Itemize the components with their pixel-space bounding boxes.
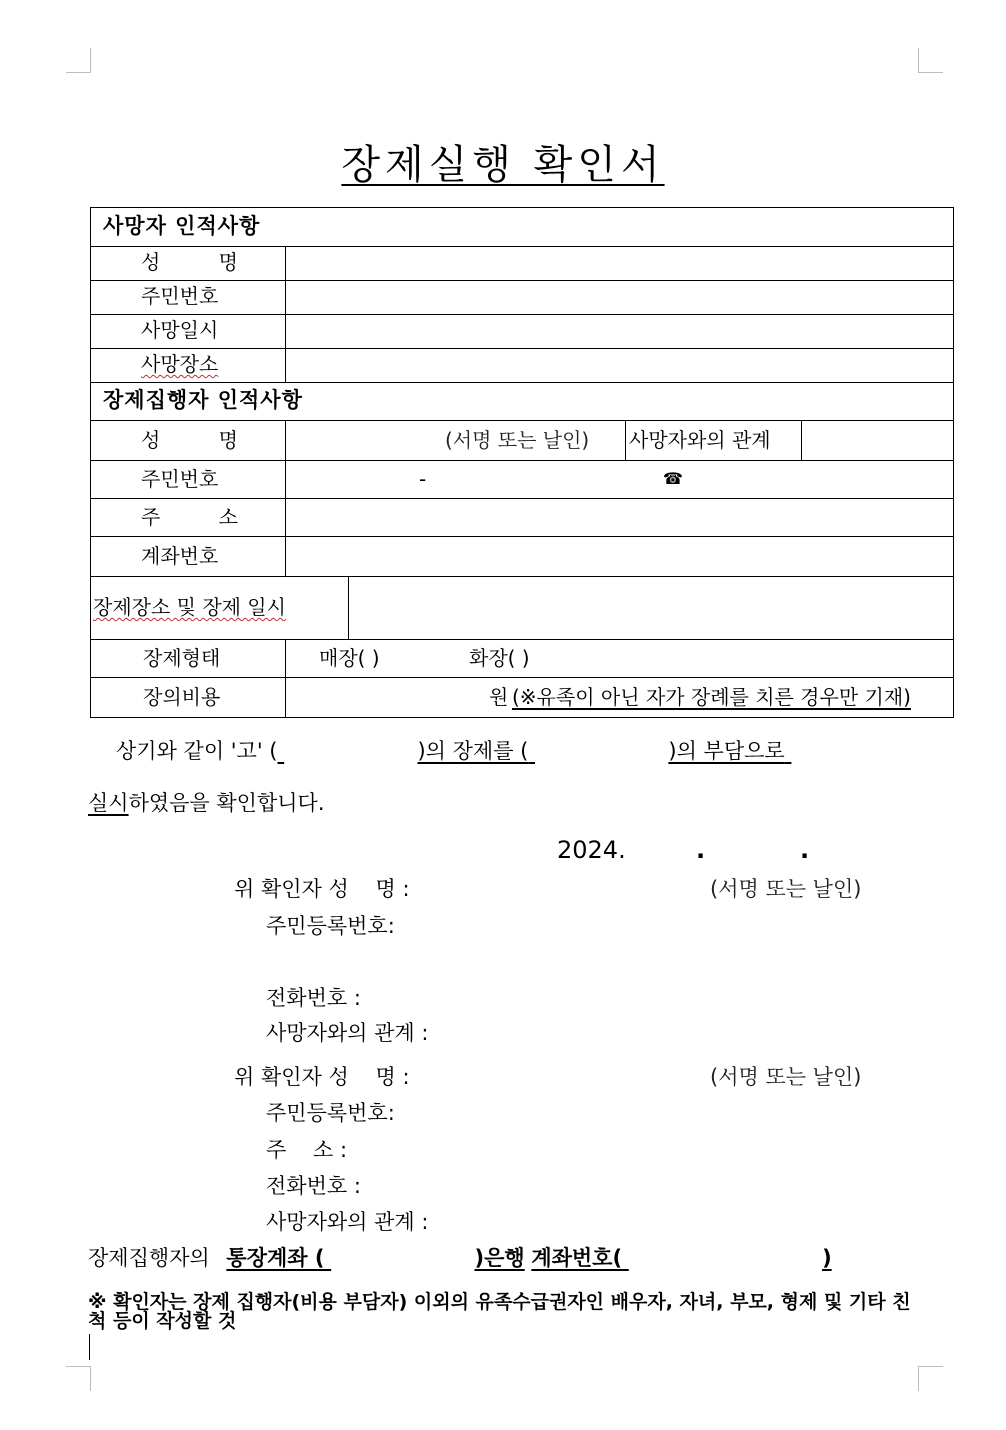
funeral-place-date-label: 장제장소 및 장제 일시	[93, 595, 286, 619]
death-place-field[interactable]	[291, 352, 947, 378]
confirmer2-phone-label: 전화번호 :	[266, 1174, 361, 1198]
executor-account-field[interactable]	[291, 540, 947, 572]
executor-relation-field[interactable]	[807, 424, 947, 456]
death-date-label: 사망일시	[141, 318, 219, 342]
cost-unit: 원	[489, 685, 509, 709]
executor-id-label: 주민번호	[141, 467, 219, 491]
executor-address-label: 주 소	[141, 505, 264, 529]
confirmer1-id-label: 주민등록번호:	[266, 914, 395, 938]
statement-part-b: )의 장제를 (	[417, 739, 529, 763]
confirmer2-id-label: 주민등록번호:	[266, 1101, 395, 1125]
date-dot-month: .	[696, 836, 706, 864]
funeral-place-date-field[interactable]	[355, 580, 947, 635]
confirmer1-name-label: 위 확인자 성 명 :	[234, 877, 410, 901]
deceased-id-field[interactable]	[291, 284, 947, 310]
statement-word-silsi: 실시	[88, 791, 129, 815]
footnote: ※ 확인자는 장제 집행자(비용 부담자) 이외의 유족수급권자인 배우자, 자녀, 부모, 형제 및 기타 친척 등이 작성할 것	[88, 1291, 911, 1332]
executor-id-separator: -	[419, 467, 427, 491]
deceased-name-blank[interactable]	[277, 738, 417, 764]
death-date-field[interactable]	[291, 318, 947, 344]
account-line-prefix: 장제집행자의	[88, 1246, 210, 1270]
account-close: )	[822, 1246, 832, 1270]
text-cursor	[89, 1334, 90, 1360]
bank-account-label: 통장계좌 (	[226, 1246, 325, 1270]
confirmer2-name-label: 위 확인자 성 명 :	[234, 1065, 410, 1089]
burial-option[interactable]: 매장( )	[319, 646, 380, 670]
funeral-cost-label: 장의비용	[143, 685, 221, 709]
account-number-blank[interactable]	[622, 1245, 822, 1271]
bank-name-blank[interactable]	[324, 1245, 474, 1271]
page-corner-mark	[918, 48, 943, 73]
executor-section-header: 장제집행자 인적사항	[103, 388, 303, 412]
deceased-name-field[interactable]	[291, 250, 947, 276]
confirmer1-relation-label: 사망자와의 관계 :	[266, 1021, 429, 1045]
bank-suffix: )은행	[474, 1246, 525, 1270]
deceased-name-label: 성 명	[141, 250, 264, 274]
executor-id-field[interactable]	[291, 464, 947, 494]
executor-account-label: 계좌번호	[141, 544, 219, 568]
death-place-label: 사망장소	[141, 352, 219, 376]
executor-address-field[interactable]	[291, 502, 947, 532]
executor-account-line	[88, 1245, 832, 1271]
date-year: 2024.	[557, 836, 626, 864]
confirmer2-sign-note: (서명 또는 날인)	[710, 1065, 862, 1089]
phone-icon: ☎	[663, 469, 683, 488]
document-title: 장제실행 확인서	[341, 142, 665, 188]
funeral-type-label: 장제형태	[143, 646, 221, 670]
confirmer1-phone-label: 전화번호 :	[266, 986, 361, 1010]
deceased-id-label: 주민번호	[141, 284, 219, 308]
deceased-section-header: 사망자 인적사항	[103, 214, 261, 238]
executor-relation-label: 사망자와의 관계	[629, 428, 771, 452]
statement-confirm-text: 하였음을 확인합니다.	[128, 791, 325, 815]
statement-line-1	[116, 738, 799, 764]
form-table	[90, 207, 954, 718]
page-corner-mark	[918, 1366, 943, 1391]
executor-name-label: 성 명	[141, 428, 264, 452]
page-corner-mark	[66, 1366, 91, 1391]
statement-line-2	[88, 790, 325, 816]
account-number-label: 계좌번호(	[531, 1246, 623, 1270]
cremation-option[interactable]: 화장( )	[469, 646, 530, 670]
funeral-cost-field[interactable]	[291, 682, 487, 712]
confirmer1-sign-note: (서명 또는 날인)	[710, 877, 862, 901]
statement-part-c: )의 부담으로	[668, 739, 785, 763]
executor-sign-note: (서명 또는 날인)	[445, 428, 590, 452]
page-corner-mark	[66, 48, 91, 73]
statement-part-a: 상기와 같이 '고' (	[116, 739, 278, 763]
confirmer2-relation-label: 사망자와의 관계 :	[266, 1210, 429, 1234]
cost-note: (※유족이 아닌 자가 장례를 치른 경우만 기재)	[512, 685, 911, 709]
date-dot-day: .	[800, 836, 810, 864]
confirmer2-address-label: 주 소 :	[266, 1138, 348, 1162]
document-title-row	[0, 133, 1006, 190]
payer-name-blank[interactable]	[528, 738, 668, 764]
